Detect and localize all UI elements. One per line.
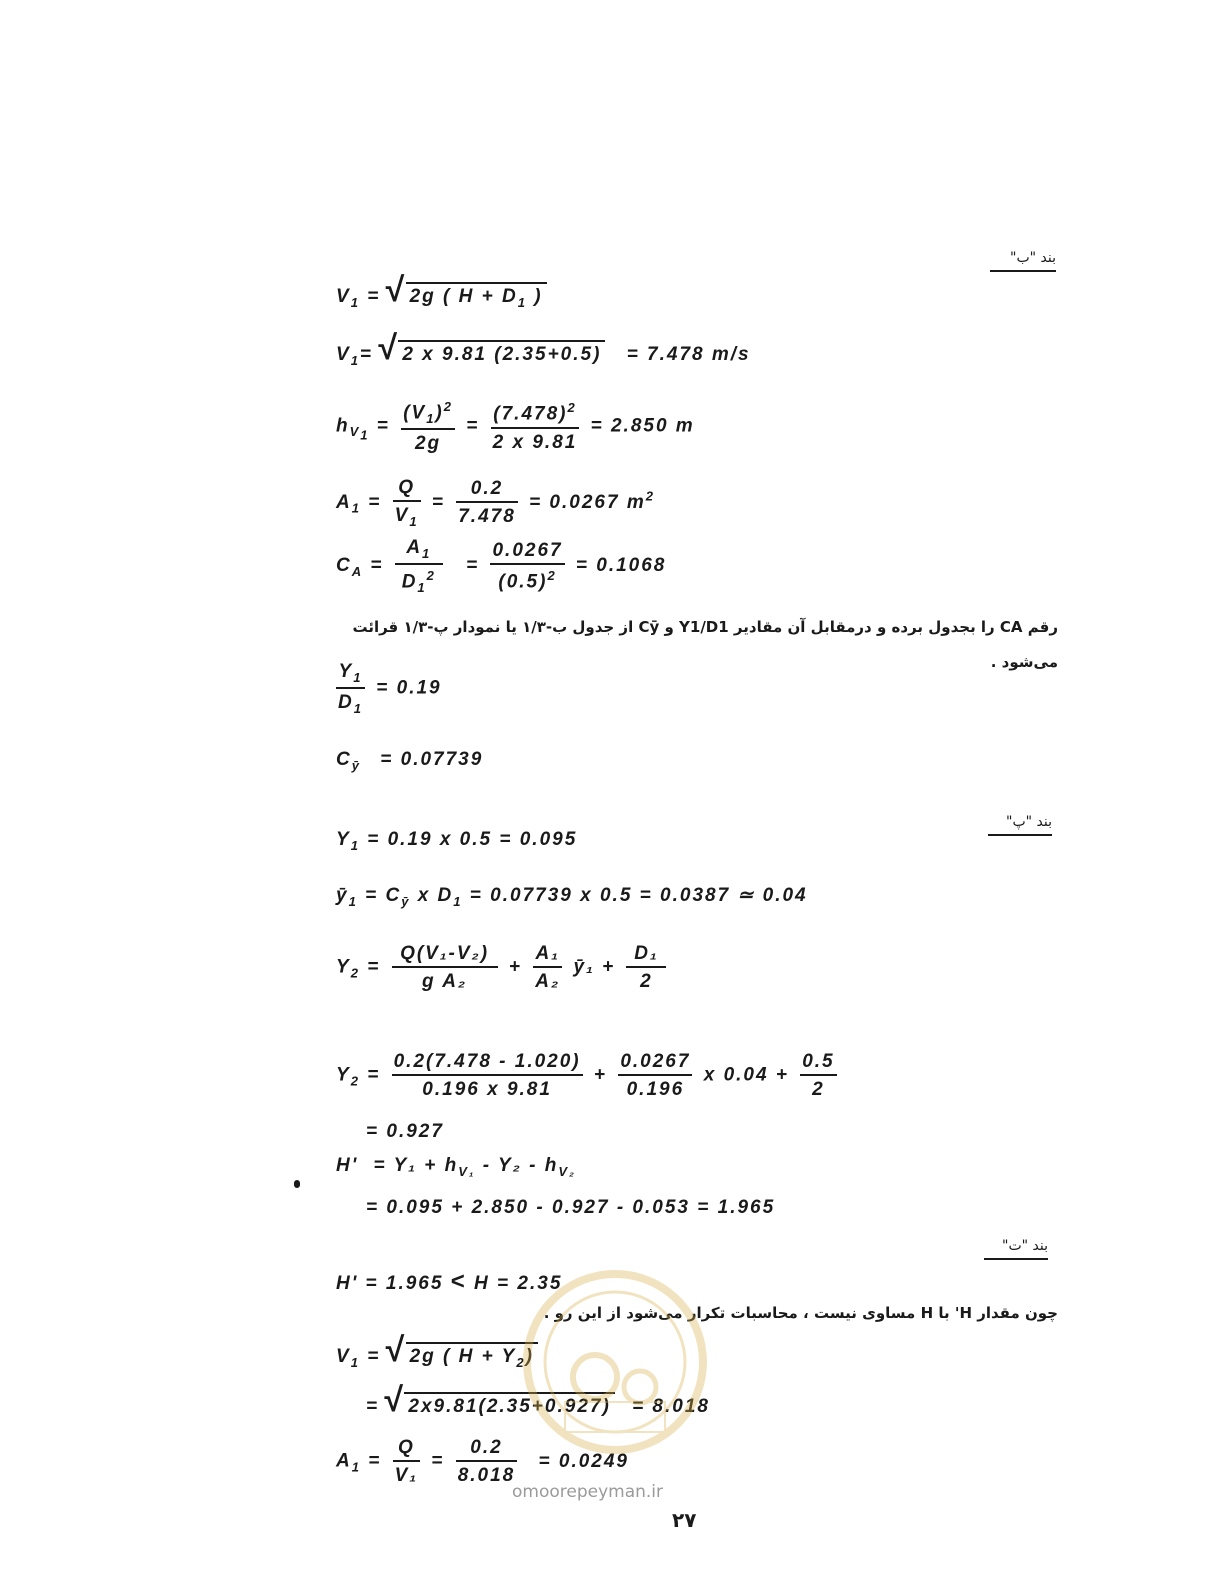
paragraph-repeat-calculation: چون مقدار H' با H مساوی نیست ، محاسبات تکرار می‌شود از این رو . xyxy=(543,1304,1058,1322)
equation-y1-bar: $ȳ_1 = C_ȳ$ x $D_1 = 0.07739$ x 0.5 = 0.0387 ≃ 0.04 xyxy=(336,885,808,909)
page-number: ۲۷ xyxy=(672,1508,697,1532)
equation-a1: $A_1$ = $\frac{Q}{V_1}$ = $\frac{0.2}{7.478}$ = 0.0267 $m^2$ xyxy=(336,477,655,529)
section-heading-b xyxy=(990,250,1056,266)
margin-dot xyxy=(294,1180,300,1188)
section-heading-t xyxy=(984,1238,1048,1254)
section-heading-p xyxy=(988,814,1052,830)
equation-v1-iter-formula: $V_1$ = √ 2g ( $H + Y_2$) xyxy=(336,1342,538,1369)
equation-y2-formula: $Y_2$ = $\frac{\text{Q(V₁-V₂)}}{\text{g A₂}}$ + $\frac{\text{A₁}}{\text{A₂}}$ ȳ₁ + $\frac{\text{D₁}}{2}$ xyxy=(336,944,670,991)
heading-b-text: بند "ب" xyxy=(1010,250,1056,266)
paragraph-table-lookup-line2: می‌شود . xyxy=(990,653,1058,671)
equation-y2-result: = 0.927 xyxy=(366,1121,444,1142)
equation-ca: $C_A$ = $\frac{A_1}{D_1^2}$ = $\frac{0.0267}{(0.5)^2}$ = 0.1068 xyxy=(336,537,667,595)
equation-v1-formula: $V_1$ = √ 2g ( $H + D_1$ ) xyxy=(336,282,547,309)
paragraph-table-lookup-line1: رقم CA را بجدول برده و درمقابل آن مقادیر Y1/D1 و Cȳ از جدول ب-۱/۳ یا نمودار پ-۱/۳ قرائت xyxy=(352,618,1058,636)
equation-v1-value: $V_1=$ √ 2 x 9.81 (2.35+0.5) = 7.478 m/s xyxy=(336,329,751,368)
equation-y1: $Y_1 = 0.19$ x 0.5 = 0.095 xyxy=(336,829,578,853)
equation-cybar: $C_ȳ = 0.07739$ xyxy=(336,749,484,773)
equation-y2-substituted: $Y_2$ = $\frac{0.2(7.478 - 1.020)}{0.196 x 9.81}$ + $\frac{0.0267}{0.196}$ x 0.04 + $\frac{0.5}{2}$ xyxy=(336,1051,835,1100)
equation-h-prime-compare: H' = 1.965 < H = 2.35 xyxy=(336,1268,563,1295)
equation-hv1: $h_{V_1}$ = $\frac{(V_1)^2}{2g}$ = $\frac{(7.478)^2}{2 x 9.81}$ = 2.850 m xyxy=(336,399,695,455)
equation-h-prime-value: = 0.095 + 2.850 - 0.927 - 0.053 = 1.965 xyxy=(366,1197,776,1218)
heading-p-text: بند "پ" xyxy=(1006,814,1052,830)
heading-t-text: بند "ت" xyxy=(1002,1238,1048,1254)
watermark-seal-icon xyxy=(515,1262,715,1462)
equation-h-prime-formula: $H' = Y_1 + h_{V_1} - Y_2 - h_{V_2}$ xyxy=(336,1155,577,1179)
equation-v1-iter-value: = √ 2x9.81(2.35+0.927) = 8.018 xyxy=(366,1381,710,1419)
equation-a1-iter: $A_1$ = $\frac{Q}{\text{V₁}}$ = $\frac{0.2}{8.018}$ = 0.0249 xyxy=(336,1437,630,1486)
watermark-text: omoorepeyman.ir xyxy=(512,1482,664,1502)
equation-y1-d1: $\frac{Y_1}{D_1}$ = 0.19 xyxy=(338,661,442,716)
